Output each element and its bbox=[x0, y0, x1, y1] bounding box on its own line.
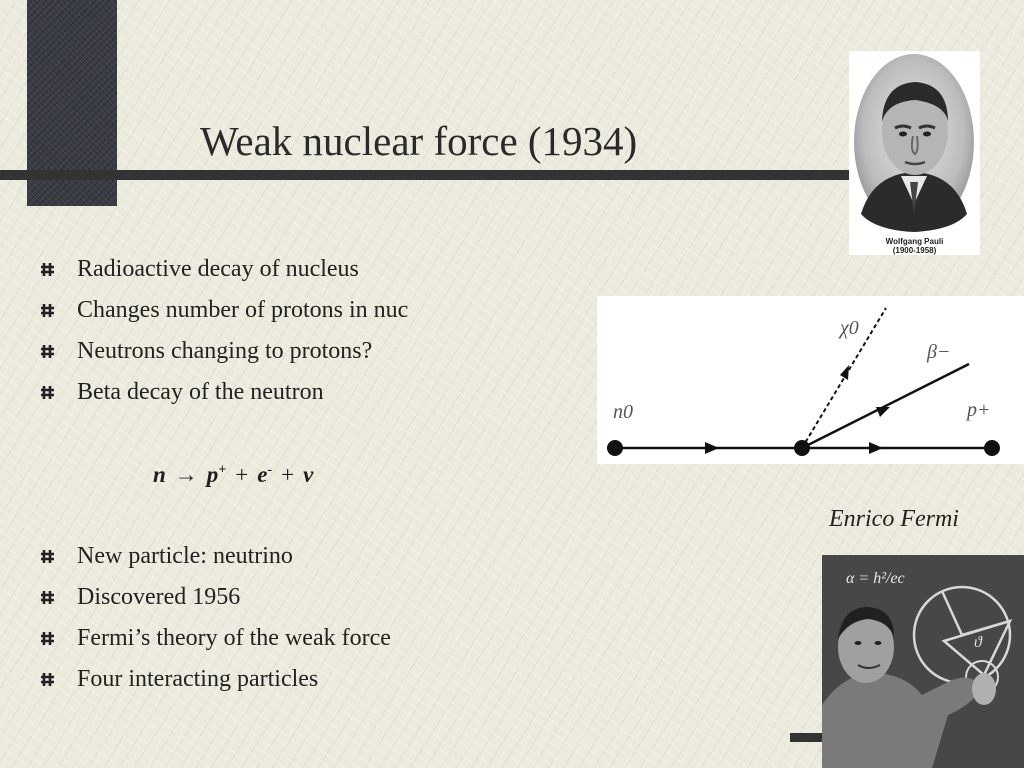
bullet-list-top bbox=[38, 256, 408, 420]
hash-bullet-icon bbox=[40, 631, 55, 646]
bullet-text: Radioactive decay of nucleus bbox=[77, 256, 359, 282]
proton-symbol: p bbox=[206, 462, 219, 487]
arrow-head-icon bbox=[840, 365, 849, 380]
bullet-text: New particle: neutrino bbox=[77, 543, 293, 569]
pauli-portrait bbox=[849, 51, 980, 255]
pauli-photo bbox=[853, 54, 976, 234]
pauli-caption-years: (1900-1958) bbox=[892, 246, 937, 255]
arrow-head-icon bbox=[876, 407, 890, 417]
proton-charge: + bbox=[218, 462, 227, 478]
neutron-vertex bbox=[607, 440, 623, 456]
hash-bullet-icon bbox=[40, 262, 55, 277]
bullet-text: Changes number of protons in nuc bbox=[77, 297, 409, 323]
bullet-text: Four interacting particles bbox=[77, 666, 319, 692]
equation-neutrino: v bbox=[303, 462, 314, 487]
hash-bullet-icon bbox=[40, 385, 55, 400]
fermi-board-theta: ϑ bbox=[974, 634, 982, 651]
beta-decay-equation bbox=[153, 462, 313, 488]
equation-proton bbox=[207, 462, 226, 488]
fermi-board-formula: α = h²/ec bbox=[846, 570, 905, 587]
equation-electron bbox=[257, 462, 272, 488]
list-item bbox=[38, 297, 408, 338]
decay-vertex bbox=[794, 440, 810, 456]
equation-neutron: n bbox=[153, 462, 166, 487]
list-item bbox=[38, 584, 391, 625]
hash-bullet-icon bbox=[40, 549, 55, 564]
title-rule bbox=[0, 170, 852, 180]
bullet-text: Fermi’s theory of the weak force bbox=[77, 625, 391, 651]
equation-plus: + bbox=[235, 462, 249, 487]
page-title: Weak nuclear force (1934) bbox=[200, 118, 638, 164]
equation-arrow: → bbox=[174, 462, 198, 487]
fermi-caption: Enrico Fermi bbox=[829, 506, 959, 532]
beta-decay-diagram bbox=[597, 296, 1024, 464]
list-item bbox=[38, 338, 408, 379]
hash-bullet-icon bbox=[40, 344, 55, 359]
hash-bullet-icon bbox=[40, 303, 55, 318]
electron-line bbox=[802, 364, 969, 448]
hash-bullet-icon bbox=[40, 590, 55, 605]
bullet-text: Beta decay of the neutron bbox=[77, 379, 324, 405]
pauli-caption-name: Wolfgang Pauli bbox=[885, 237, 944, 246]
hash-bullet-icon bbox=[40, 672, 55, 687]
arrow-head-icon bbox=[705, 442, 719, 454]
bullet-list-bottom bbox=[38, 543, 391, 707]
label-neutrino: χ0 bbox=[840, 317, 859, 339]
list-item bbox=[38, 625, 391, 666]
list-item bbox=[38, 256, 408, 297]
bullet-text: Discovered 1956 bbox=[77, 584, 241, 610]
list-item bbox=[38, 543, 391, 584]
label-electron: β− bbox=[927, 341, 951, 363]
electron-charge: - bbox=[267, 462, 273, 478]
label-proton: p+ bbox=[967, 399, 991, 421]
electron-symbol: e bbox=[257, 462, 268, 487]
bullet-text: Neutrons changing to protons? bbox=[77, 338, 373, 364]
list-item bbox=[38, 379, 408, 420]
arrow-head-icon bbox=[869, 442, 883, 454]
proton-vertex bbox=[984, 440, 1000, 456]
label-neutron: n0 bbox=[613, 401, 633, 423]
equation-plus: + bbox=[281, 462, 295, 487]
list-item bbox=[38, 666, 391, 707]
fermi-photo bbox=[822, 555, 1024, 768]
